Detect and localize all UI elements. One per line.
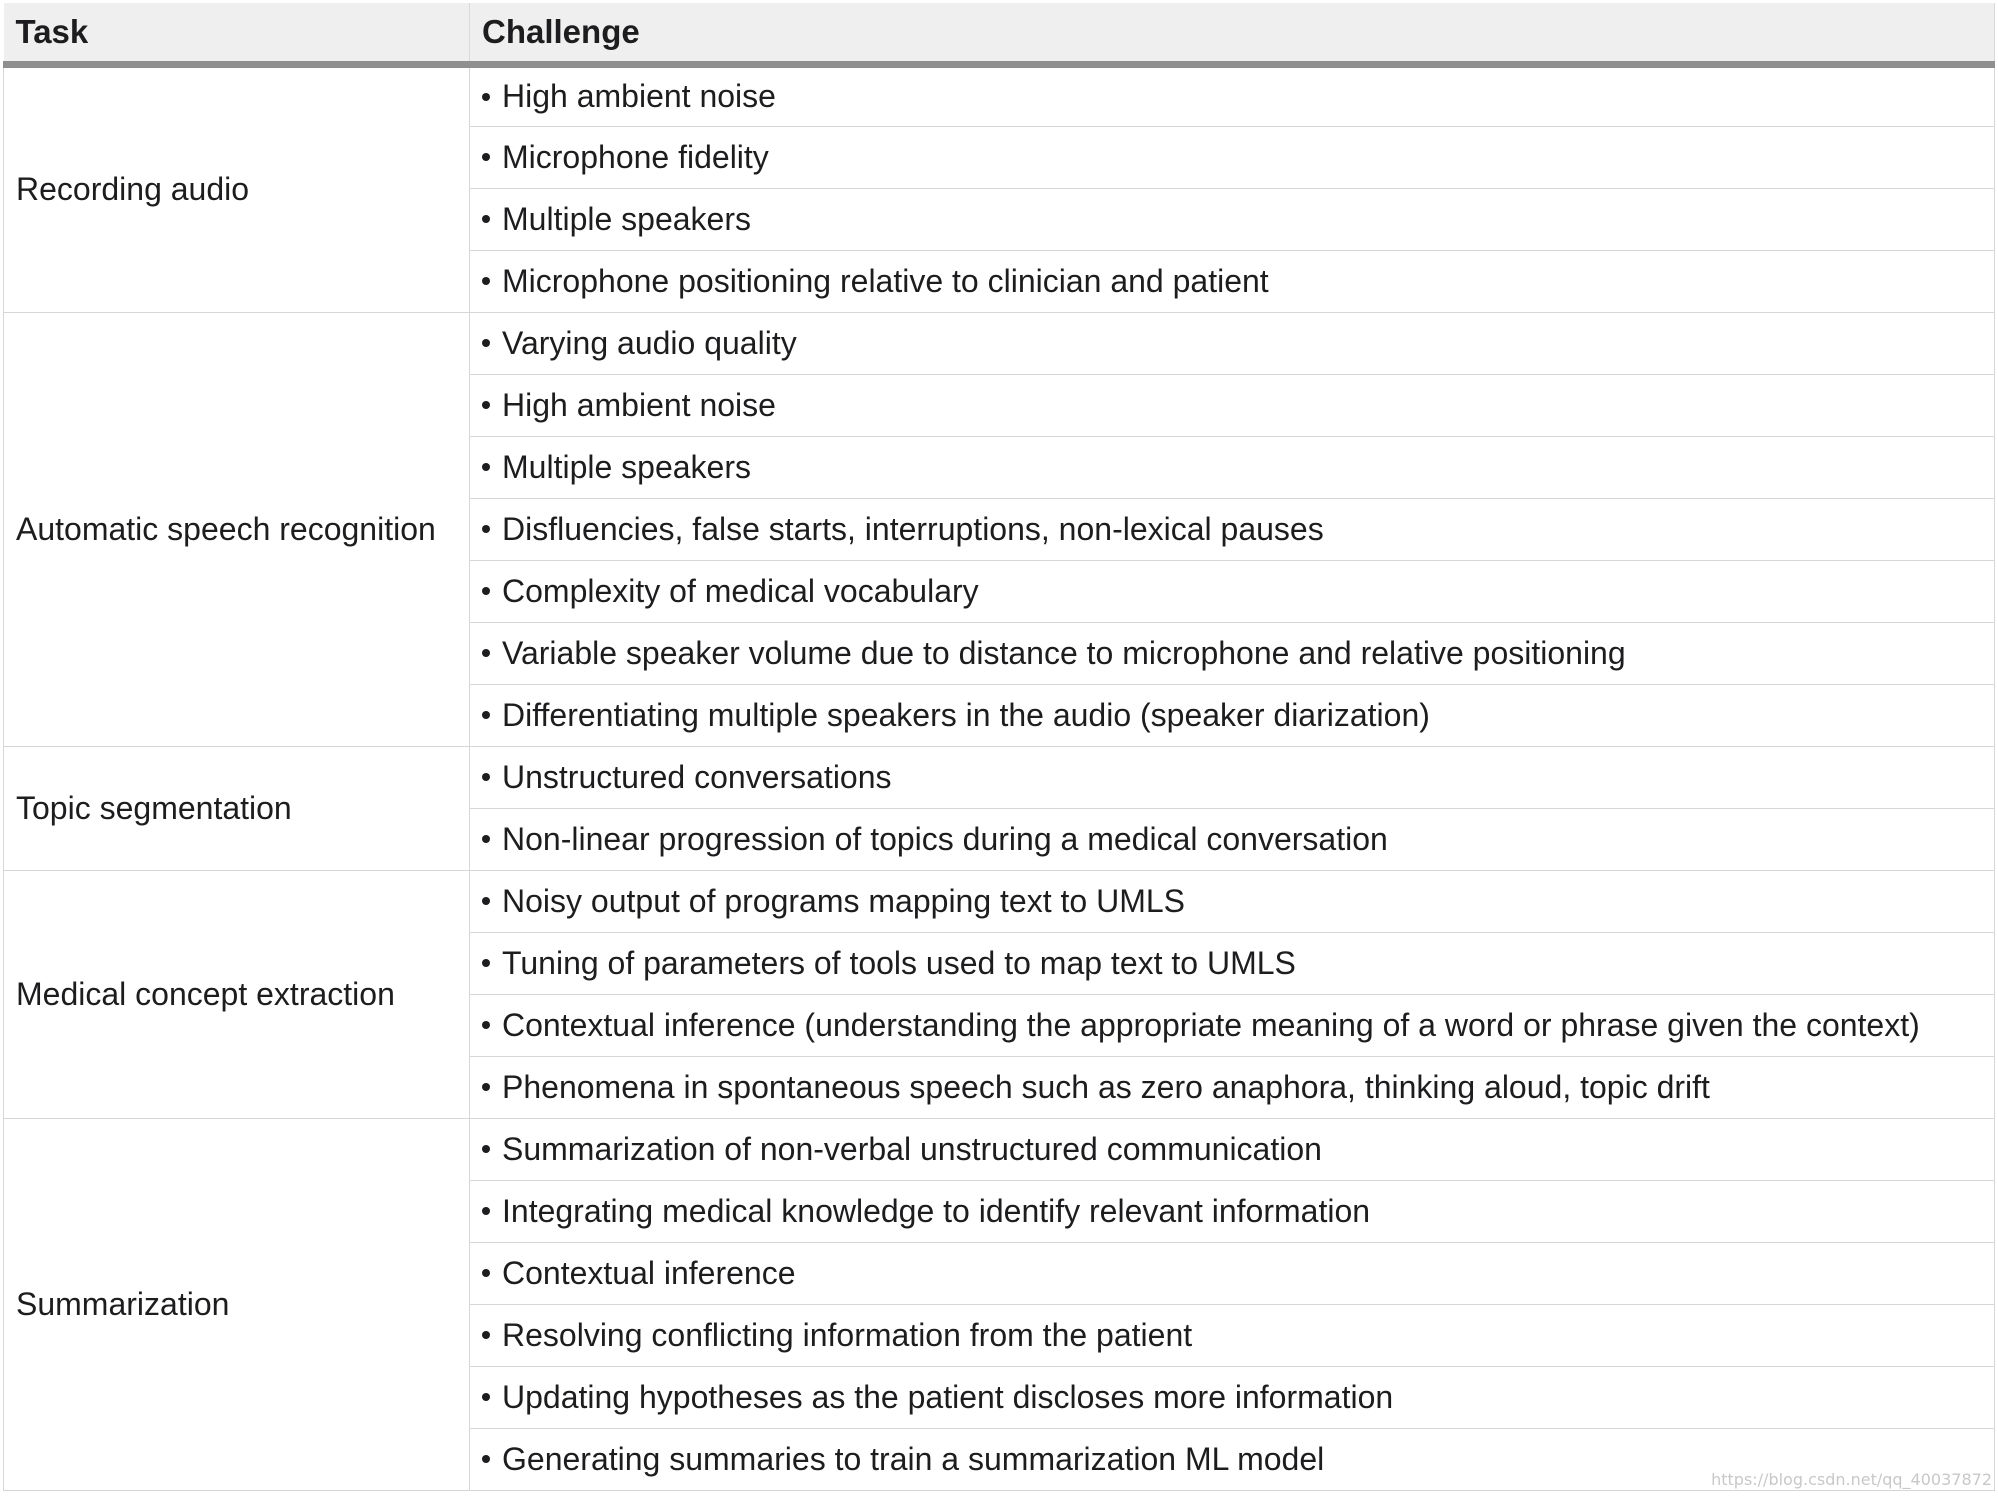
challenge-cell (470, 498, 1995, 560)
bullet-icon (482, 339, 490, 347)
bullet-icon (482, 897, 490, 905)
watermark: https://blog.csdn.net/qq_40037872 (1711, 1470, 1992, 1489)
table-row (4, 1118, 1995, 1180)
challenge-cell (470, 560, 1995, 622)
challenge-text: Updating hypotheses as the patient discloses more information (502, 1378, 1394, 1415)
bullet-icon (482, 711, 490, 719)
bullet-icon (482, 525, 490, 533)
challenge-column-header: Challenge (470, 3, 1995, 64)
challenge-cell (470, 64, 1995, 126)
table-row (4, 312, 1995, 374)
task-cell: Topic segmentation (4, 746, 470, 870)
challenge-cell (470, 808, 1995, 870)
challenge-cell (470, 374, 1995, 436)
task-cell: Recording audio (4, 64, 470, 312)
bullet-icon (482, 835, 490, 843)
challenge-cell (470, 312, 1995, 374)
challenge-text: Resolving conflicting information from the patient (502, 1316, 1193, 1353)
challenge-cell (470, 622, 1995, 684)
bullet-icon (482, 1021, 490, 1029)
challenge-cell (470, 746, 1995, 808)
challenge-text: Microphone positioning relative to clinician and patient (502, 262, 1269, 299)
task-cell: Summarization (4, 1118, 470, 1490)
bullet-icon (482, 1083, 490, 1091)
challenge-text: Tuning of parameters of tools used to map text to UMLS (502, 944, 1296, 981)
task-cell: Medical concept extraction (4, 870, 470, 1118)
bullet-icon (482, 1393, 490, 1401)
challenge-text: Complexity of medical vocabulary (502, 572, 979, 609)
challenge-text: Disfluencies, false starts, interruptions, non-lexical pauses (502, 510, 1324, 547)
challenge-text: Microphone fidelity (502, 138, 769, 175)
task-cell: Automatic speech recognition (4, 312, 470, 746)
challenge-text: Variable speaker volume due to distance to microphone and relative positioning (502, 634, 1626, 671)
challenge-cell (470, 1366, 1995, 1428)
challenge-cell (470, 436, 1995, 498)
challenges-table-container (3, 3, 1994, 1491)
challenge-cell (470, 250, 1995, 312)
table-body (4, 64, 1995, 1490)
bullet-icon (482, 93, 490, 101)
challenge-text: Differentiating multiple speakers in the audio (speaker diarization) (502, 696, 1430, 733)
bullet-icon (482, 587, 490, 595)
table-header-row (4, 3, 1995, 64)
challenge-cell (470, 126, 1995, 188)
challenge-text: Noisy output of programs mapping text to UMLS (502, 882, 1185, 919)
bullet-icon (482, 463, 490, 471)
bullet-icon (482, 959, 490, 967)
challenge-cell (470, 1118, 1995, 1180)
bullet-icon (482, 153, 490, 161)
challenge-cell (470, 932, 1995, 994)
challenge-text: High ambient noise (502, 78, 776, 114)
challenge-cell (470, 1242, 1995, 1304)
challenge-text: Contextual inference (502, 1254, 796, 1291)
bullet-icon (482, 1269, 490, 1277)
bullet-icon (482, 1207, 490, 1215)
challenge-cell (470, 684, 1995, 746)
challenge-cell (470, 994, 1995, 1056)
bullet-icon (482, 277, 490, 285)
challenge-cell (470, 870, 1995, 932)
task-column-header: Task (4, 3, 470, 64)
bullet-icon (482, 215, 490, 223)
challenge-cell (470, 1304, 1995, 1366)
bullet-icon (482, 1455, 490, 1463)
bullet-icon (482, 1331, 490, 1339)
challenge-text: Multiple speakers (502, 200, 751, 237)
challenges-table (3, 3, 1995, 1491)
bullet-icon (482, 649, 490, 657)
challenge-text: Unstructured conversations (502, 758, 892, 795)
challenge-text: Summarization of non-verbal unstructured communication (502, 1130, 1322, 1167)
bullet-icon (482, 773, 490, 781)
challenge-text: Generating summaries to train a summarization ML model (502, 1440, 1325, 1477)
challenge-text: Phenomena in spontaneous speech such as zero anaphora, thinking aloud, topic drift (502, 1068, 1710, 1105)
challenge-text: Varying audio quality (502, 324, 797, 361)
bullet-icon (482, 401, 490, 409)
bullet-icon (482, 1145, 490, 1153)
challenge-text: High ambient noise (502, 386, 776, 423)
table-row (4, 64, 1995, 126)
table-row (4, 870, 1995, 932)
challenge-cell (470, 188, 1995, 250)
challenge-cell (470, 1056, 1995, 1118)
table-row (4, 746, 1995, 808)
challenge-cell (470, 1180, 1995, 1242)
challenge-text: Non-linear progression of topics during a medical conversation (502, 820, 1388, 857)
challenge-text: Multiple speakers (502, 448, 751, 485)
challenge-text: Integrating medical knowledge to identify relevant information (502, 1192, 1371, 1229)
challenge-text: Contextual inference (understanding the appropriate meaning of a word or phrase given the context) (502, 1006, 1920, 1043)
